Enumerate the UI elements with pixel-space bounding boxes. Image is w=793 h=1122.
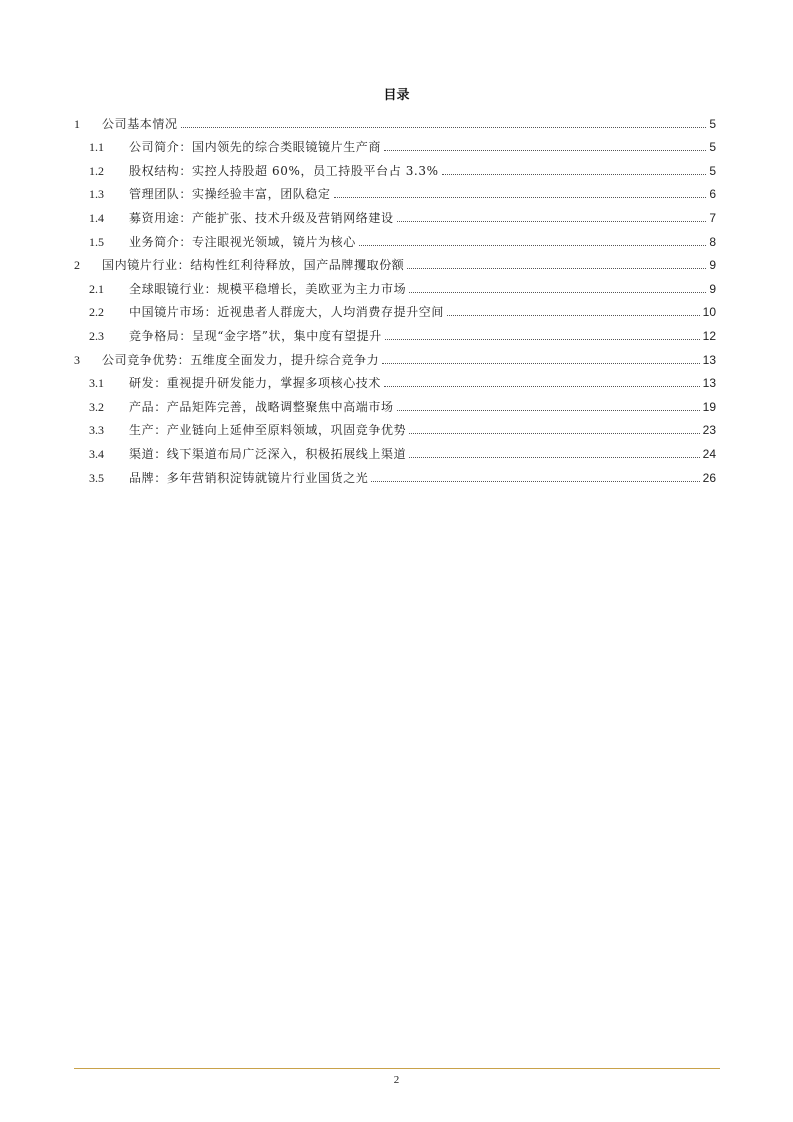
toc-entry-page: 8 — [709, 234, 716, 249]
toc-leader-dots — [334, 197, 707, 198]
table-of-contents — [74, 107, 716, 485]
toc-entry[interactable] — [74, 272, 716, 296]
toc-entry-number: 3.5 — [89, 470, 104, 485]
toc-entry-page: 12 — [702, 328, 716, 343]
toc-entry-page: 13 — [702, 352, 716, 367]
toc-entry-title: 公司竞争优势：五维度全面发力，提升综合竞争力 — [102, 352, 380, 367]
toc-entry-number: 3.3 — [89, 423, 104, 438]
toc-entry-number: 3.2 — [89, 399, 104, 414]
toc-entry[interactable] — [74, 178, 716, 202]
toc-entry-page: 24 — [702, 446, 716, 461]
toc-entry-page: 5 — [709, 163, 716, 178]
toc-entry[interactable] — [74, 201, 716, 225]
toc-entry[interactable] — [74, 367, 716, 391]
toc-entry[interactable] — [74, 437, 716, 461]
toc-entry-number: 2.1 — [89, 281, 104, 296]
toc-entry-title: 股权结构：实控人持股超 60%，员工持股平台占 3.3% — [129, 163, 439, 178]
toc-entry-page: 5 — [709, 116, 716, 131]
toc-entry-number: 3 — [74, 352, 80, 367]
toc-entry[interactable] — [74, 107, 716, 131]
toc-leader-dots — [447, 315, 700, 316]
toc-entry[interactable] — [74, 319, 716, 343]
toc-leader-dots — [384, 150, 706, 151]
toc-entry-title: 募资用途：产能扩张、技术升级及营销网络建设 — [129, 210, 394, 225]
toc-leader-dots — [407, 268, 706, 269]
toc-leader-dots — [409, 433, 699, 434]
toc-entry-page: 5 — [709, 140, 716, 155]
toc-entry-page: 19 — [702, 399, 716, 414]
toc-entry-number: 2.3 — [89, 328, 104, 343]
toc-entry-title: 国内镜片行业：结构性红利待释放，国产品牌攫取份额 — [102, 258, 405, 273]
toc-entry-title: 竞争格局：呈现“金字塔”状，集中度有望提升 — [129, 328, 382, 343]
toc-leader-dots — [397, 221, 707, 222]
toc-leader-dots — [181, 127, 707, 128]
toc-leader-dots — [397, 410, 700, 411]
toc-leader-dots — [359, 245, 707, 246]
page-number: 2 — [393, 1074, 400, 1086]
toc-entry-number: 1.2 — [89, 163, 104, 178]
toc-entry-title: 生产：产业链向上延伸至原料领域，巩固竞争优势 — [129, 423, 407, 438]
toc-leader-dots — [384, 386, 700, 387]
toc-entry-number: 1.1 — [89, 140, 104, 155]
toc-entry-title: 业务简介：专注眼视光领域，镜片为核心 — [129, 234, 356, 249]
toc-entry-page: 13 — [702, 376, 716, 391]
toc-leader-dots — [371, 481, 699, 482]
toc-entry-number: 3.4 — [89, 446, 104, 461]
toc-entry-page: 10 — [702, 305, 716, 320]
toc-entry-title: 渠道：线下渠道布局广泛深入，积极拓展线上渠道 — [129, 446, 407, 461]
toc-entry-title: 产品：产品矩阵完善，战略调整聚焦中高端市场 — [129, 399, 394, 414]
toc-entry-number: 1.5 — [89, 234, 104, 249]
toc-entry-page: 9 — [709, 281, 716, 296]
toc-entry-title: 品牌：多年营销积淀铸就镜片行业国货之光 — [129, 470, 369, 485]
toc-title: 目录 — [383, 88, 410, 103]
toc-entry[interactable] — [74, 131, 716, 155]
toc-entry-page: 23 — [702, 423, 716, 438]
toc-leader-dots — [385, 339, 700, 340]
toc-entry[interactable] — [74, 154, 716, 178]
toc-entry[interactable] — [74, 225, 716, 249]
toc-leader-dots — [409, 457, 699, 458]
toc-entry-number: 3.1 — [89, 376, 104, 391]
toc-entry[interactable] — [74, 296, 716, 320]
toc-entry-page: 26 — [702, 470, 716, 485]
toc-entry[interactable] — [74, 343, 716, 367]
toc-entry-title: 全球眼镜行业：规模平稳增长，美欧亚为主力市场 — [129, 281, 407, 296]
toc-entry-number: 1.3 — [89, 187, 104, 202]
toc-entry[interactable] — [74, 390, 716, 414]
toc-entry-number: 2 — [74, 258, 80, 273]
toc-entry-title: 公司简介：国内领先的综合类眼镜镜片生产商 — [129, 140, 382, 155]
footer-divider — [74, 1068, 720, 1069]
toc-leader-dots — [382, 363, 699, 364]
toc-entry[interactable] — [74, 249, 716, 273]
toc-entry-page: 7 — [709, 210, 716, 225]
toc-leader-dots — [442, 174, 707, 175]
toc-entry[interactable] — [74, 461, 716, 485]
toc-entry-number: 2.2 — [89, 305, 104, 320]
toc-leader-dots — [409, 292, 706, 293]
toc-entry-title: 中国镜片市场：近视患者人群庞大，人均消费存提升空间 — [129, 305, 445, 320]
toc-entry-number: 1.4 — [89, 210, 104, 225]
toc-entry[interactable] — [74, 414, 716, 438]
toc-entry-page: 6 — [709, 187, 716, 202]
toc-entry-page: 9 — [709, 258, 716, 273]
toc-entry-title: 研发：重视提升研发能力，掌握多项核心技术 — [129, 376, 382, 391]
toc-entry-title: 公司基本情况 — [102, 116, 178, 131]
toc-entry-title: 管理团队：实操经验丰富，团队稳定 — [129, 187, 331, 202]
toc-entry-number: 1 — [74, 116, 80, 131]
